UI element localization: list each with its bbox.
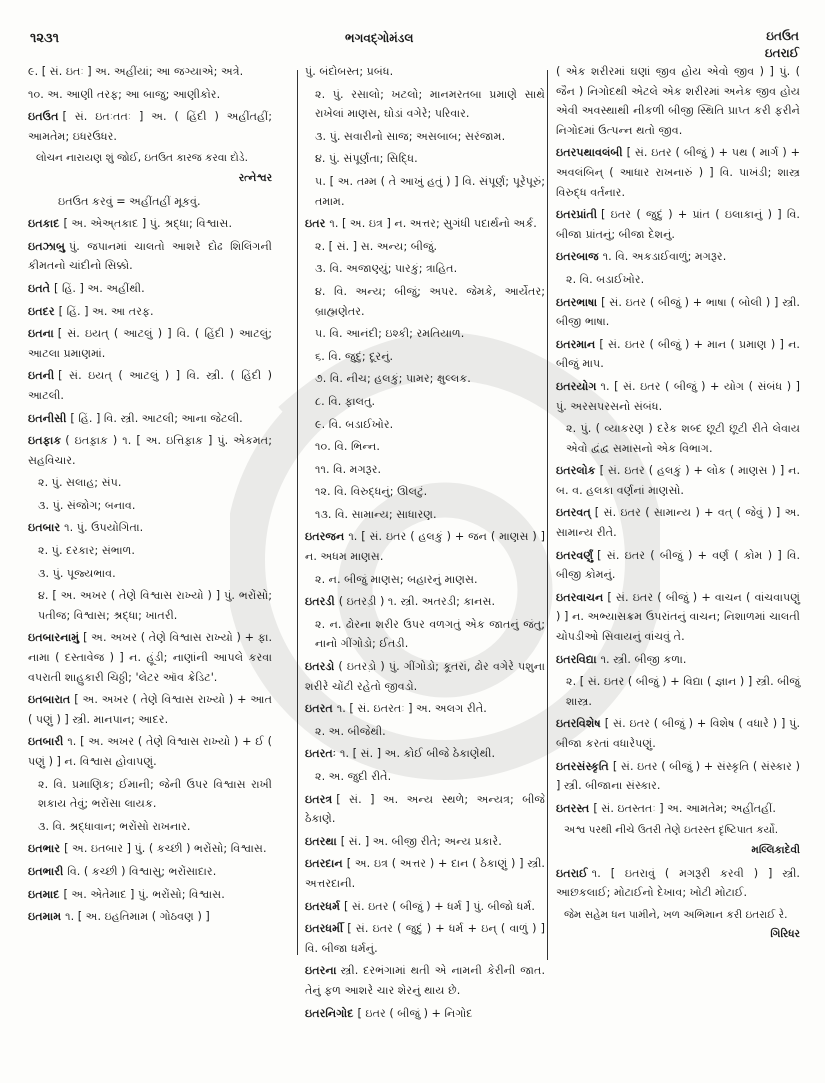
headword: ઇતબાર [28,521,61,535]
headword: ઇતરમાન [556,337,596,351]
definition-text: [ સં. ઇતર ( જુદું ) + ધર્મ + ઇન્ ( વાળું ) ] વિ. બીજા ધર્મનું. [305,922,545,955]
dictionary-entry [28,431,272,470]
definition-text: ( ઇતરડ઼ી ) ૧. સ્ત્રી. અતરડી; કાનસ. [338,595,496,609]
dictionary-entry [28,324,272,363]
definition-text: ૨. પું. રસાલો; ખટલો; માનમરતબા પ્રમાણે સાથે રાખેલાં માણસ, ઘોડાં વગેરે; પરિવાર. [315,87,545,121]
quote-attribution: રત્નેશ્વર [238,171,272,184]
dictionary-entry [305,657,545,696]
example-quote [556,906,800,945]
guide-words [765,28,799,62]
column-right [556,62,800,948]
definition-text: [ સં. ] અ. બીજી રીતે; અન્ય પ્રકારે. [340,834,502,848]
dictionary-entry [556,714,800,753]
definition-text: ૨. અ. જુદી રીતે. [315,770,392,783]
entry-sense [556,270,800,290]
definition-text: ( ઇતફ઼ાક઼ ) ૧. [ અ. ઇત્તિફ઼ાક઼ ] પું. એકમત; સહવિચાર. [28,434,272,467]
headword: ઇતરસંસ્કૃતિ [556,759,609,773]
dictionary-entry [28,107,272,146]
definition-text: [ ઇતર ( જુદું ) + પ્રાંત ( ઇલાકાનું ) ] વિ. બીજા પ્રાંતનું; બીજા દેશનું. [556,208,800,241]
entry-sense [305,437,545,457]
definition-text: અશ્વ પરથી નીચે ઉતરી તેણે ઇતરસ્ત દૃષ્ટિપાત કર્યો. [564,824,779,837]
entry-sense [28,586,272,625]
definition-text: ૭. વિ. નીચ; હલકું; પામર; ક્ષુલ્લક. [315,372,471,386]
headword: ઇતરતઃ [305,747,337,761]
definition-text: ૧. [ સં. ઇતર ( બીજું ) + યોગ ( સંબંધ ) ] પું. અરસપરસનો સંબંધ. [556,379,800,413]
dictionary-entry [556,799,800,819]
headword: ઇતરસ્ત [556,801,590,815]
entry-sense [305,392,545,412]
headword: ઇતરડી [305,595,335,609]
definition-text: ૧. [ અ. ઇત્ર ] ન. અત્તર; સુગંધી પદાર્થનો અર્ક. [329,217,537,231]
headword: ઇતરાઈ [556,866,588,880]
entry-sense [305,127,545,147]
entry-sense [556,672,800,711]
dictionary-entry [305,961,545,1000]
entry-sense [556,62,800,140]
dictionary-entry [556,650,800,670]
entry-sense [305,282,545,321]
headword: ઇતરડો [305,660,335,674]
definition-text: ઇતઉત કરવું = અહીંતહીં મૂકવું. [58,194,201,208]
dictionary-entry [28,518,272,538]
entry-sense [28,564,272,584]
dictionary-entry [305,854,545,893]
entry-sense [305,615,545,654]
definition-text: ૨. વિ. પ્રમાણિક; ઈમાની; જેની ઉપર વિશ્વાસ રાખી શકાય તેવું; ભરોંસા લાયક. [38,777,272,811]
dictionary-entry [305,592,545,612]
headword: ઇતબારનામું [28,631,80,645]
headword: ઇતરવિદ્યા [556,652,597,666]
entry-sense [28,192,272,212]
entry-sense [305,62,545,82]
definition-text: ૧. વિ. અકડાઈવાળું; મગરૂર. [602,250,727,264]
definition-text: ૧૧. વિ. મગરૂર. [315,462,382,476]
definition-text: [ સં. ઇતર ( બીજું ) + ધર્મ ] પું. બીજો ધર્મ. [344,899,535,913]
dictionary-entry [28,907,272,927]
headword: ઇતરભાષા [556,295,598,309]
entry-sense [28,85,272,105]
definition-text: [ અ. અખર ( તેણે વિશ્વાસ રાખ્યો ) + ફા. નામા ( દસ્તાવેજ ) ] ન. હૂંડી; નાણાંની આપલે કરવા વપરાતી શાહુકારી ચિઠ્ઠી; 'લેટર ઑવ ક્રેડિટ'. [28,631,272,684]
entry-sense [28,541,272,561]
entry-sense [305,149,545,169]
dictionary-entry [556,205,800,244]
definition-text: [ સં. ઇતર ( સામાન્ય ) + વત્ ( જેવું ) ] અ. સામાન્ય રીતે. [556,506,800,540]
headword: ઇતરત્ર [305,792,333,806]
definition-text: ૨. પું. ( વ્યાકરણ ) દરેક શબ્દ છૂટી છૂટી રીતે લેવાય એવો દ્વંદ્વ સમાસનો એક વિભાગ. [566,422,800,455]
headword: ઇતરત [305,702,333,716]
headword: ઇતરના [305,964,337,978]
definition-text: પું. બંદોબસ્ત; પ્રબંધ. [305,65,394,78]
headword: ઇતરજન [305,530,345,544]
definition-text: [ સં. ઇતર ( બીજું ) + ભાષા ( બોલી ) ] સ્ત્રી. બીજી ભાષા. [556,295,800,329]
definition-text: ૪. [ અ. અખર ( તેણે વિશ્વાસ રાખ્યો ) ] પું. ભરોંસો; પતીજ; વિશ્વાસ; શ્રદ્ધા; ખાતરી. [38,589,272,622]
dictionary-entry [28,690,272,729]
entry-sense [28,62,272,82]
column-divider [547,70,548,960]
dictionary-entry [556,293,800,332]
definition-text: ૧૦. અ. આણી તરફ; આ બાજુ; આણીકોર. [28,87,221,101]
definition-text: ૫. વિ. આનંદી; ઇશ્કી; રમતિયાળ. [315,327,465,341]
entry-sense [305,237,545,257]
column-left [28,62,272,930]
definition-text: ( ઇતરડ઼ો ) પું. ગીંગોડો; કૂતરાં, ઢોર વગેરે પશુના શરીરે ચોંટી રહેતો જીવડો. [305,660,545,693]
headword: ઇતરનિગોદ [305,1006,354,1020]
headword: ઇતઝાબુ [28,239,66,253]
headword: ઇતભારી [28,864,64,878]
definition-text: [ અ. એઅ્તકાદ ] પું. શ્રદ્ધા; વિશ્વાસ. [63,217,233,231]
definition-text: ૧. પું. ઉપયોગિતા. [64,521,144,535]
dictionary-entry [556,588,800,647]
definition-text: ૩. વિ. અજાણ્યું; પારકું; ત્રાહિત. [315,262,458,276]
entry-sense [305,324,545,344]
entry-sense [305,415,545,435]
headword: ઇતબારી [28,735,64,749]
entry-sense [556,419,800,458]
definition-text: ૧. [ સં. ] અ. કોઈ બીજે ઠેકાણેથી. [340,747,496,761]
headword: ઇતરબાજ [556,250,599,264]
definition-text: જેમ સહેમ ધન પામીને, ખળ અભિમાન કરી ઇતરાઈ રે. [564,908,788,921]
definition-text: ૧. [ અ. અખર ( તેણે વિશ્વાસ રાખ્યો ) + ઈ ( પણું ) ] ન. વિશ્વાસ હોવાપણું. [28,735,272,768]
definition-text: ૯. વિ. બડાઈખોર. [315,417,394,431]
definition-text: [ સં. ઇયત્ ( આટલું ) ] વિ. ( હિંદી ) આટલું; આટલા પ્રમાણમાં. [28,327,272,360]
definition-text: [ સં. ઇતર ( હલકું ) + લોક ( માણસ ) ] ન. બ. વ. હલકા વર્ણનાં માણસો. [556,464,800,497]
entry-sense [305,460,545,480]
dictionary-entry [556,377,800,416]
definition-text: ૧. [ સં. ઇતરતઃ ] અ. અલગ રીતે. [336,702,487,716]
definition-text: [ અ. અખર ( તેણે વિશ્વાસ રાખ્યો ) + આત ( પણું ) ] સ્ત્રી. માનપાન; આદર. [28,693,272,726]
definition-text: [ સં. ઇતર ( બીજું ) + માન ( પ્રમાણ ) ] ન. બીજું માપ. [556,337,800,371]
headword: ઇતભાર [28,842,61,856]
dictionary-entry [556,546,800,585]
definition-text: ૧૩. વિ. સામાન્ય; સાધારણ. [315,507,437,521]
headword: ઇતતે [28,281,51,295]
column-divider [297,70,298,955]
entry-sense [28,817,272,837]
definition-text: ૧૦. વિ. ભિન્ન. [315,440,380,454]
dictionary-entry [28,366,272,405]
dictionary-entry [556,503,800,542]
quote-attribution: ગિરિધર [770,928,800,941]
definition-text: ૮. વિ. ફાલતુ. [315,394,376,408]
definition-text: [ અ. ઇતબાર ] પું. ( કચ્છી ) ભરોંસો; વિશ્વાસ. [64,842,267,856]
definition-text: ૧. [ સં. ઇતર ( હલકું ) + જન ( માણસ ) ] ન. અધમ માણસ. [305,530,545,564]
dictionary-entry [28,628,272,687]
definition-text: [ સં. ઇયત્ ( આટલું ) ] વિ. સ્ત્રી. ( હિંદી ) આટલી. [28,369,272,402]
definition-text: [ સં. ઇતર ( બીજું ) + પથ ( માર્ગ ) + અવલંબિન્ ( આધાર રાખનારું ) ] વિ. પાખંડી; શાસ્ત્ર વિરુદ્ધ વર્તનાર. [556,146,800,199]
dictionary-entry [28,839,272,859]
definition-text: ( એક શરીરમાં ઘણાં જીવ હોય એવો જીવ ) ] પું. ( જૈન ) નિગોદથી એટલે એક શરીરમાં અનેક જીવ હોય એવી અવસ્થાથી નીકળી બીજી સ્થિતિ પ્રાપ્ત કરી ફરીને નિગોદમાં ઉત્પન્ન થતો જીવ. [556,65,800,137]
definition-text: ૨. પું. દરકાર; સંભાળ. [38,544,135,558]
dictionary-entry [305,527,545,566]
definition-text: લોચન નારાયણ શું જોઈ, ઇતઉત કારજ કરવા દોડે. [36,152,248,165]
dictionary-entry [305,897,545,917]
headword: ઇતરપથાવલંબી [556,146,623,160]
definition-text: ૩. પું. પૂજ્યભાવ. [38,566,116,580]
dictionary-entry [28,237,272,276]
dictionary-entry [556,335,800,374]
definition-text: ૧. સ્ત્રી. બીજી કળા. [600,652,687,666]
entry-sense [305,722,545,742]
dictionary-entry [305,790,545,829]
dictionary-entry [28,885,272,905]
definition-text: ૨. [ સં. ] સ. અન્ય; બીજું. [315,239,438,253]
example-quote [556,821,800,860]
entry-sense [305,505,545,525]
headword: ઇતરલોક [556,464,596,478]
definition-text: ૨. ન. ઢોરના શરીર ઉપર વળગતું એક જાતનું જંતુ; નાનો ગીંગોડો; ઈતડી. [315,617,545,651]
definition-text: ૨. ન. બીજું માણસ; બહારનું માણસ. [315,572,478,586]
definition-text: ૧૨. વિ. વિરુદ્ધનું; ઊલટું. [315,485,428,499]
definition-text: ૧. [ અ. ઇહતિમામ ( ગોઠવણ ) ] [65,910,210,924]
headword: ઇતકાદ [28,217,60,231]
entry-sense [28,775,272,814]
dictionary-entry [305,832,545,852]
headword: ઇતના [28,327,54,341]
headword: ઇતદર [28,304,55,318]
definition-text: [ હિં. ] અ. અહીંથી. [54,281,145,295]
dictionary-entry [305,699,545,719]
entry-sense [305,570,545,590]
dictionary-entry [305,214,545,234]
dictionary-entry [305,919,545,958]
headword: ઇતરધર્મ [305,899,341,913]
definition-text: [ સં. ઇતઃતતઃ ] અ. ( હિંદી ) અહીંતહીં; આમતેમ; ઇધરઉધર. [28,110,272,143]
book-title: ભગવદ્ગોમંડલ [345,31,414,45]
entry-sense [28,473,272,493]
headword: ઇતરધર્મી [305,922,344,936]
definition-text: ૨. [ સં. ઇતર ( બીજું ) + વિદ્યા ( જ્ઞાન ) ] સ્ત્રી. બીજું શાસ્ત્ર. [566,675,800,708]
headword: ઇતબારાત [28,693,71,707]
entry-sense [305,369,545,389]
headword: ઇતરયોગ [556,379,597,393]
headword: ઇતરવત્ [556,506,591,520]
entry-sense [305,259,545,279]
page-number: ૧૨૩૧ [30,31,60,46]
headword: ઇતરદાન [305,857,343,871]
definition-text: વિ. ( કચ્છી ) વિશ્વાસુ; ભરોંસાદાર. [67,864,217,878]
headword: ઇતમાદ [28,887,60,901]
definition-text: [ સં. ઇતર ( બીજું ) + સંસ્કૃતિ ( સંસ્કાર ) ] સ્ત્રી. બીજાના સંસ્કાર. [556,759,800,793]
headword: ઇતરવિશેષ [556,717,601,731]
definition-text: [ ઇતર ( બીજું ) + નિગોદ [357,1006,473,1020]
definition-text: પું. જપાનમાં ચાલતો આશરે દોઢ શિલિંગની કીમતનો ચાંદીનો સિક્કો. [28,239,272,273]
headword: ઇતરથા [305,834,337,848]
definition-text: ૩. પું. સવારીનો સાજ; અસબાબ; સરંજામ. [315,129,506,143]
headword: ઇતરવર્ણું [556,548,594,562]
definition-text: [ સં. ઇતસ્તતઃ ] અ. આમતેમ; અહીંતહીં. [593,801,776,815]
headword: ઇતનીસી [28,411,67,425]
dictionary-entry [28,732,272,771]
dictionary-entry [556,757,800,796]
definition-text: [ હિં. ] વિ. સ્ત્રી. આટલી; આના જેટલી. [70,411,243,425]
entry-sense [305,172,545,211]
definition-text: ૯. [ સં. ઇતઃ ] અ. અહીંયાં; આ જગ્યાએ; અત્રે. [28,65,244,78]
definition-text: ૫. [ અ. તમ્મ ( તે આખું હતું ) ] વિ. સંપૂર્ણ; પૂરેપૂરું; તમામ. [315,174,545,208]
dictionary-entry [28,302,272,322]
dictionary-entry [28,214,272,234]
definition-text: [ સં. ઇતર ( બીજું ) + વાચન ( વાંચવાપણું ) ] ન. અભ્યાસક્રમ ઉપરાંતનું વાચન; નિશાળમાં ચાલતી ચોપડીઓ સિવાયનું વાંચવું તે. [556,590,800,644]
definition-text: ૩. પું. સંજોગ; બનાવ. [38,498,136,512]
definition-text: [ હિં. ] અ. આ તરફ. [58,304,154,318]
definition-text: ૪. પું. સંપૂર્ણતા; સિદ્ધિ. [315,152,418,166]
headword: ઇતઉત [28,110,59,124]
headword: ઇતફાક [28,434,62,448]
dictionary-entry [28,862,272,882]
dictionary-entry [556,143,800,202]
dictionary-entry [305,744,545,764]
dictionary-entry [556,461,800,500]
definition-text: ૧. [ ઇતરાવું ( મગરૂરી કરવી ) ] સ્ત્રી. આછકલાઈ; મોટાઈનો દેખાવ; ખોટી મોટાઈ. [556,866,800,900]
definition-text: ૨. પું. સલાહ; સંપ. [38,476,122,490]
entry-sense [305,347,545,367]
dictionary-entry [305,1004,545,1024]
definition-text: ૨. વિ. બડાઈખોર. [566,272,645,286]
definition-text: ૨. અ. બીજેથી. [315,724,386,738]
definition-text: ૬. વિ. જુદું; દૂરનું. [315,349,394,363]
dictionary-entry [28,409,272,429]
definition-text: [ સં. ] અ. અન્ય સ્થળે; અન્યત્ર; બીજે ઠેકાણે. [305,792,545,826]
definition-text: [ સં. ઇતર ( બીજું ) + વિશેષ ( વધારે ) ] પું. બીજા કરતાં વધારેપણું. [556,717,800,750]
definition-text: સ્ત્રી. દરભંગામાં થતી એ નામની કેરીની જાત. તેનું ફળ આશરે ચાર શેરનું થાય છે. [305,964,545,997]
example-quote [28,149,272,188]
entry-sense [305,767,545,787]
dictionary-entry [556,247,800,267]
headword: ઇતની [28,369,55,383]
entry-sense [305,85,545,124]
entry-sense [305,482,545,502]
entry-sense [28,496,272,516]
definition-text: [ અ. ઇત્ર ( અત્તર ) + દાન ( ઠેકાણું ) ] સ્ત્રી. અત્તરદાની. [305,857,545,890]
definition-text: ૩. વિ. શ્રદ્ધાવાન; ભરોંસો રાખનાર. [38,819,191,833]
definition-text: ૪. વિ. અન્ય; બીજું; અપર. જેમકે, આર્યેતર; બ્રાહ્મણેતર. [315,284,545,318]
quote-attribution: મલ્લિકાદેવી [751,843,800,856]
guide-word-last: ઇતરાઈ [764,46,799,60]
column-middle [305,62,545,1026]
headword: ઇતર [305,217,326,231]
dictionary-entry [28,279,272,299]
guide-word-first: ઇતઉત [766,29,799,43]
headword: ઇતરવાચન [556,590,604,604]
dictionary-entry [556,864,800,903]
definition-text: [ અ. એતેમાદ ] પું. ભરોંસો; વિશ્વાસ. [63,887,225,901]
headword: ઇતમામ [28,910,62,924]
headword: ઇતરપ્રાંતી [556,208,598,222]
definition-text: [ સં. ઇતર ( બીજું ) + વર્ણ ( કોમ ) ] વિ. બીજી કોમનું. [556,548,800,582]
